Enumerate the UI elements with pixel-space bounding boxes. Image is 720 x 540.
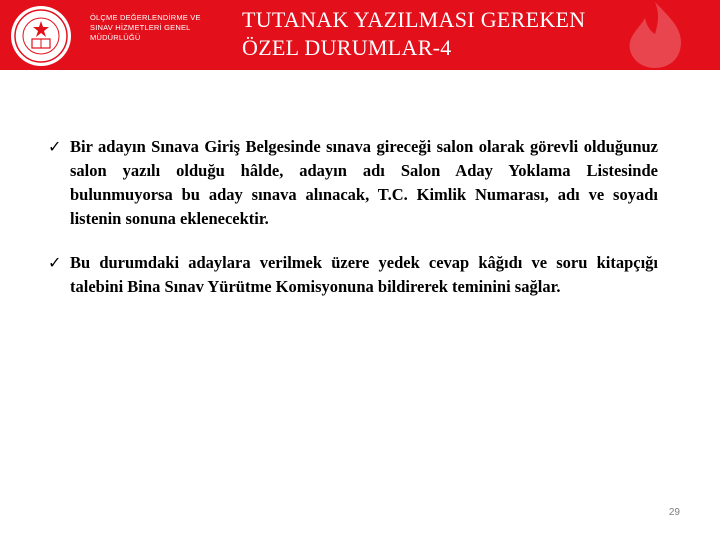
ministry-seal-icon [10, 5, 72, 67]
page-number: 29 [668, 507, 680, 518]
organization-name [90, 13, 230, 43]
slide-title-line-1: TUTANAK YAZILMASI GEREKEN [242, 7, 586, 32]
bullet-text: Bu durumdaki adaylara verilmek üzere yedek cevap kâğıdı ve soru kitapçığı talebini Bina Sınav Yürütme Komisyonuna bildirerek teminini sağlar. [70, 253, 658, 296]
slide-title-line-2: ÖZEL DURUMLAR-4 [242, 35, 452, 60]
org-line-2: SINAV HİZMETLERİ GENEL [90, 23, 191, 32]
list-item [48, 135, 658, 231]
org-line-1: ÖLÇME DEĞERLENDİRME VE [90, 13, 201, 22]
flame-watermark-icon [600, 0, 710, 70]
org-line-3: MÜDÜRLÜĞÜ [90, 33, 141, 42]
checkmark-icon: ✓ [48, 137, 62, 156]
slide-title [242, 6, 662, 62]
bullet-text: Bir adayın Sınava Giriş Belgesinde sınava gireceği salon olarak görevli olduğunuz salon yazılı olduğu hâlde, adayın adı Salon Aday Yoklama Listesinde bulunmuyorsa bu aday sınava alınacak, T.C. Kimlik Numarası, adı ve soyadı listenin sonuna eklenecektir. [70, 137, 658, 228]
header-bar [0, 0, 720, 70]
list-item [48, 251, 658, 299]
checkmark-icon: ✓ [48, 253, 62, 272]
bullet-list [48, 135, 658, 319]
